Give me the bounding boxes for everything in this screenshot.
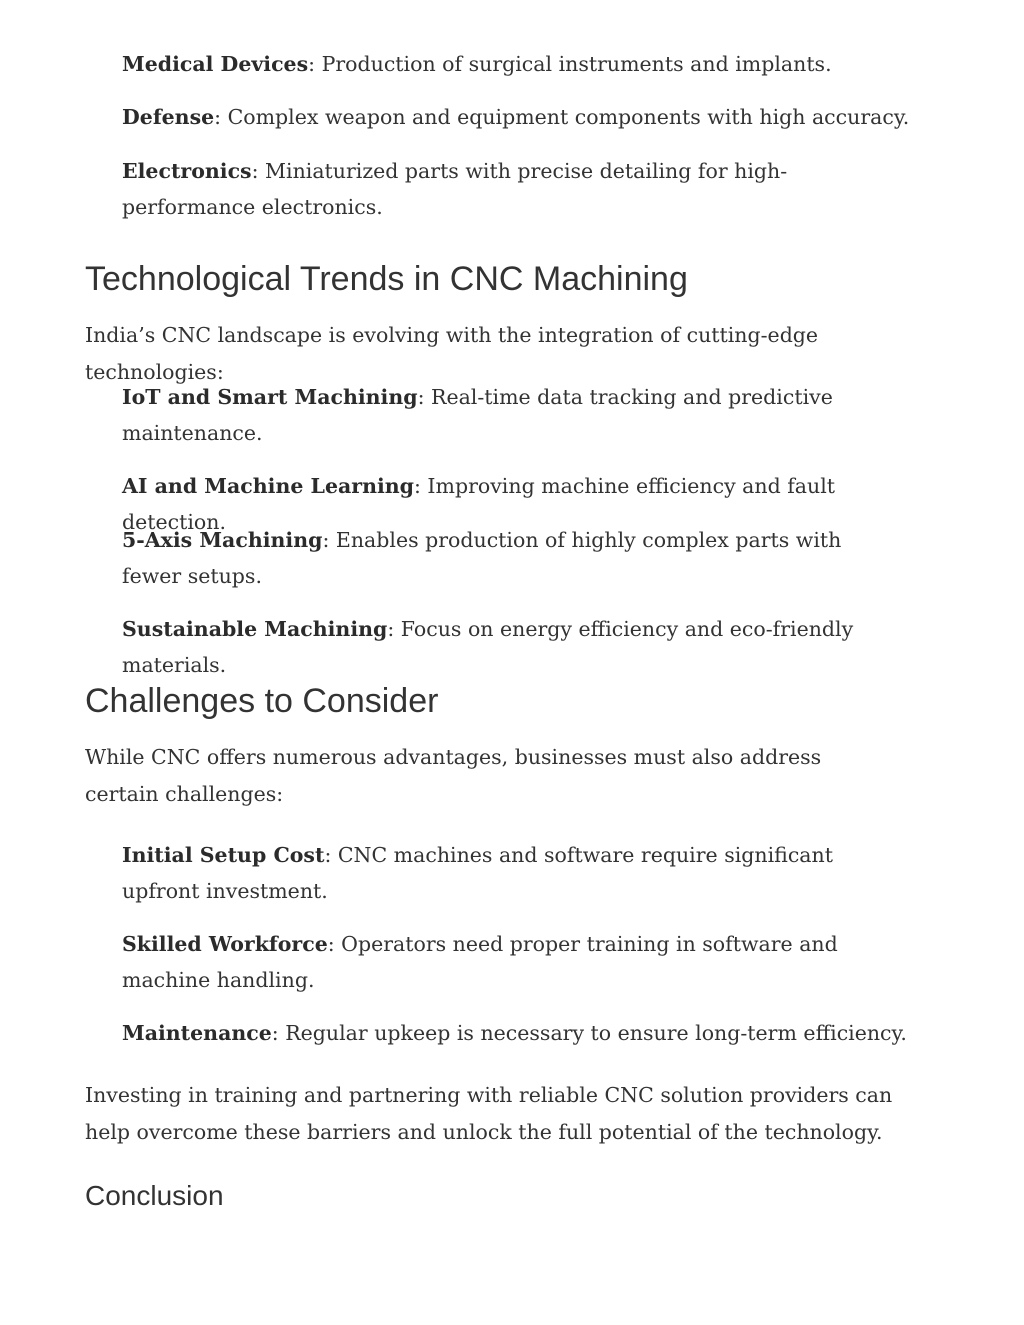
list-item-term: 5-Axis Machining — [122, 528, 323, 552]
list-item — [122, 153, 907, 225]
list-item-desc: : Production of surgical instruments and implants. — [308, 52, 832, 76]
list-item-term: Maintenance — [122, 1021, 272, 1045]
list-item-desc: : Real-time data tracking and predictive maintenance. — [122, 385, 833, 445]
list-item-term: IoT and Smart Machining — [122, 385, 418, 409]
list-item-term: AI and Machine Learning — [122, 474, 414, 498]
trends-list-row — [85, 611, 945, 683]
list-item-term: Initial Setup Cost — [122, 843, 325, 867]
section-heading-challenges: Challenges to Consider — [85, 682, 439, 720]
list-item-term: Sustainable Machining — [122, 617, 388, 641]
list-item-desc: : CNC machines and software require significant upfront investment. — [122, 843, 833, 903]
industry-list-row — [85, 153, 945, 225]
challenges-list-row — [85, 926, 945, 998]
list-item — [122, 837, 902, 909]
list-item-desc: : Focus on energy efficiency and eco-friendly materials. — [122, 617, 854, 677]
challenges-intro: While CNC offers numerous advantages, businesses must also address certain challenges: — [85, 745, 822, 806]
challenges-closing: Investing in training and partnering with reliable CNC solution providers can help overcome these barriers and unlock the full potential of the technology. — [85, 1083, 893, 1144]
list-item — [122, 522, 902, 594]
section-heading-conclusion: Conclusion — [85, 1180, 224, 1211]
list-item-desc: : Regular upkeep is necessary to ensure long-term efficiency. — [271, 1021, 907, 1045]
list-item-term: Medical Devices — [122, 52, 309, 76]
challenges-list-row — [85, 837, 945, 909]
list-item-desc: : Miniaturized parts with precise detailing for high-performance electronics. — [122, 159, 788, 219]
list-item-term: Electronics — [122, 159, 252, 183]
list-item — [122, 611, 945, 683]
list-item — [122, 1015, 945, 1051]
challenges-list-row — [85, 1015, 945, 1051]
list-item-desc: : Complex weapon and equipment components with high accuracy. — [214, 105, 910, 129]
trends-list-row — [85, 522, 945, 594]
list-item-term: Skilled Workforce — [122, 932, 328, 956]
list-item — [122, 99, 932, 135]
trends-list-row — [85, 379, 945, 451]
list-item — [122, 46, 932, 82]
industry-list — [85, 46, 945, 82]
trends-intro: India’s CNC landscape is evolving with the integration of cutting-edge technologies: — [85, 323, 819, 384]
list-item — [122, 379, 867, 451]
list-item-term: Defense — [122, 105, 215, 129]
list-item — [122, 926, 922, 998]
industry-list-row — [85, 99, 945, 135]
list-item-desc: : Improving machine efficiency and fault detection. — [122, 474, 836, 534]
list-item-desc: : Operators need proper training in software and machine handling. — [122, 932, 838, 992]
list-item-desc: : Enables production of highly complex parts with fewer setups. — [122, 528, 842, 588]
section-heading-trends: Technological Trends in CNC Machining — [85, 260, 688, 298]
